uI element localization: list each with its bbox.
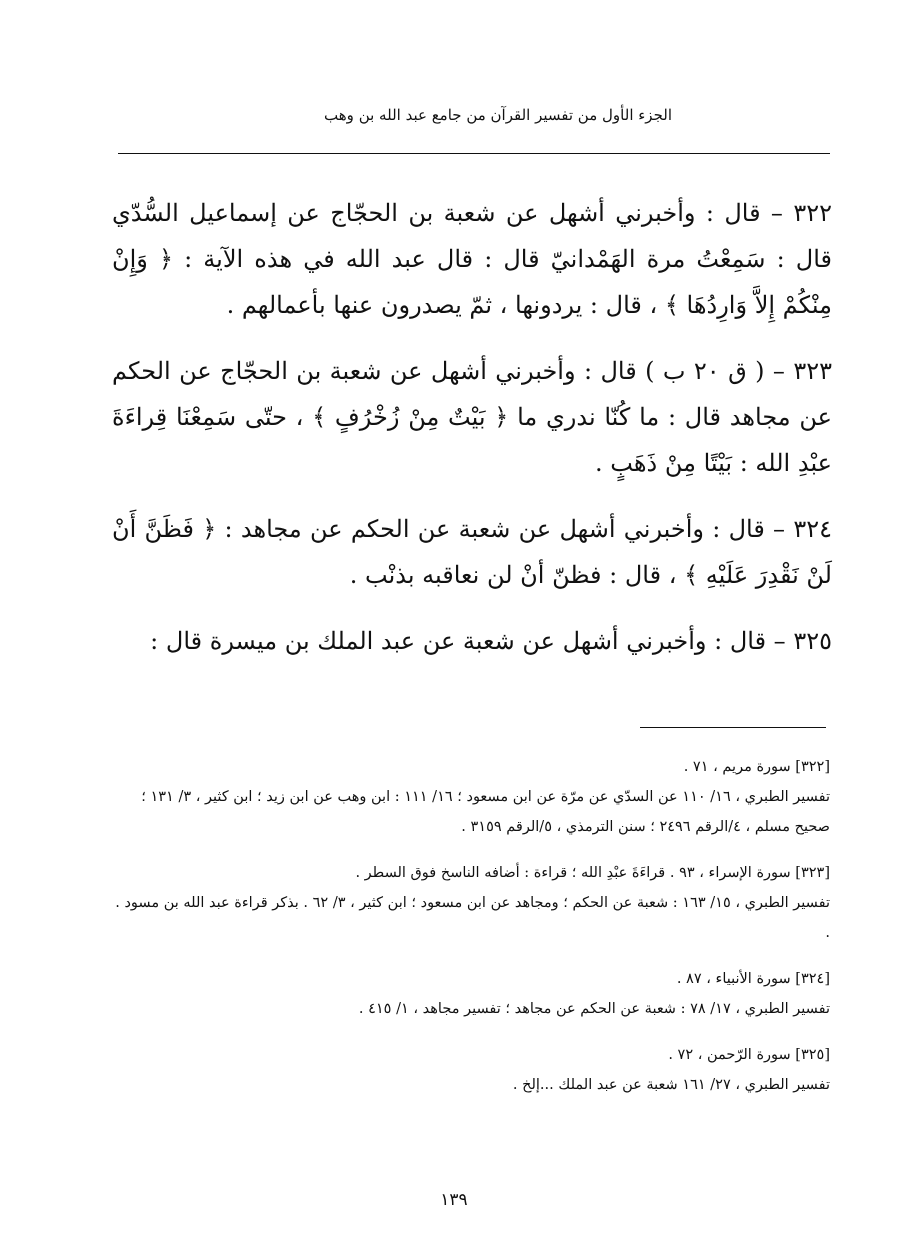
entry-number: ٣٢٥ — [793, 627, 832, 655]
entry-text: – ( ق ٢٠ ب ) قال : وأخبرني أشهل عن شعبة بن الحجّاج عن الحكم عن مجاهد قال : ما كُنّا ندري ما ﴿ بَيْتٌ مِنْ زُخْرُفٍ ﴾ ، حتّى سَمِعْنَا قِراءَةَ عبْدِ الله : بَيْتًا مِنْ ذَهَبٍ . — [112, 357, 832, 477]
footnote-323 — [110, 858, 830, 948]
footnote-322 — [110, 752, 830, 842]
entry-text: – قال : وأخبرني أشهل عن شعبة بن الحجّاج عن إسماعيل السُّدّي قال : سَمِعْتُ مرة الهَمْدانيّ قال : قال عبد الله في هذه الآية : ﴿ وَإِنْ مِنْكُمْ إِلاَّ وَارِدُهَا ﴾ ، قال : يردونها ، ثمّ يصدرون عنها بأعمالهم . — [112, 199, 832, 319]
running-header: الجزء الأول من تفسير القرآن من جامع عبد الله بن وهب — [324, 106, 672, 124]
entry-325 — [112, 618, 832, 664]
footnote-rule — [640, 727, 826, 728]
header-rule — [118, 153, 830, 154]
entry-323 — [112, 348, 832, 486]
page-number: ١٣٩ — [440, 1190, 468, 1210]
footnote-324 — [110, 964, 830, 1024]
entry-text: – قال : وأخبرني أشهل عن شعبة عن عبد الملك بن ميسرة قال : — [150, 627, 786, 655]
entry-text: – قال : وأخبرني أشهل عن شعبة عن الحكم عن مجاهد : ﴿ فَظَنَّ أَنْ لَنْ نَقْدِرَ عَلَيْهِ ﴾ ، قال : فظنّ أنْ لن نعاقبه بذنْب . — [112, 515, 832, 589]
footnote-line: تفسير الطبري ، ١٦/ ١١٠ عن السدّي عن مرّة عن ابن مسعود ؛ ١٦/ ١١١ : ابن وهب عن ابن زيد ؛ ابن كثير ، ٣/ ١٣١ ؛ صحيح مسلم ، ٤/الرقم ٢٤٩٦ ؛ سنن الترمذي ، ٥/الرقم ٣١٥٩ . — [141, 789, 830, 835]
footnotes — [110, 752, 830, 1116]
footnote-line: تفسير الطبري ، ١٧/ ٧٨ : شعبة عن الحكم عن مجاهد ؛ تفسير مجاهد ، ١/ ٤١٥ . — [358, 1001, 830, 1017]
entry-number: ٣٢٣ — [793, 357, 833, 385]
footnote-line: [٣٢٢] سورة مريم ، ٧١ . — [683, 759, 830, 775]
entry-number: ٣٢٤ — [793, 515, 832, 543]
footnote-line: تفسير الطبري ، ١٥/ ١٦٣ : شعبة عن الحكم ؛ ومجاهد عن ابن مسعود ؛ ابن كثير ، ٣/ ٦٢ . بذكر قراءة عبد الله بن مسود . . — [115, 895, 830, 941]
footnote-line: [٣٢٤] سورة الأنبياء ، ٨٧ . — [676, 971, 830, 987]
main-text — [112, 190, 832, 684]
entry-324 — [112, 506, 832, 598]
footnote-line: [٣٢٣] سورة الإسراء ، ٩٣ . قراءَةَ عبْدِ الله ؛ قراءة : أضافه الناسخ فوق السطر . — [355, 865, 830, 881]
entry-322 — [112, 190, 832, 328]
footnote-line: تفسير الطبري ، ٢٧/ ١٦١ شعبة عن عبد الملك ...إلخ . — [512, 1077, 830, 1093]
entry-number: ٣٢٢ — [793, 199, 832, 227]
footnote-325 — [110, 1040, 830, 1100]
footnote-line: [٣٢٥] سورة الرّحمن ، ٧٢ . — [668, 1047, 830, 1063]
